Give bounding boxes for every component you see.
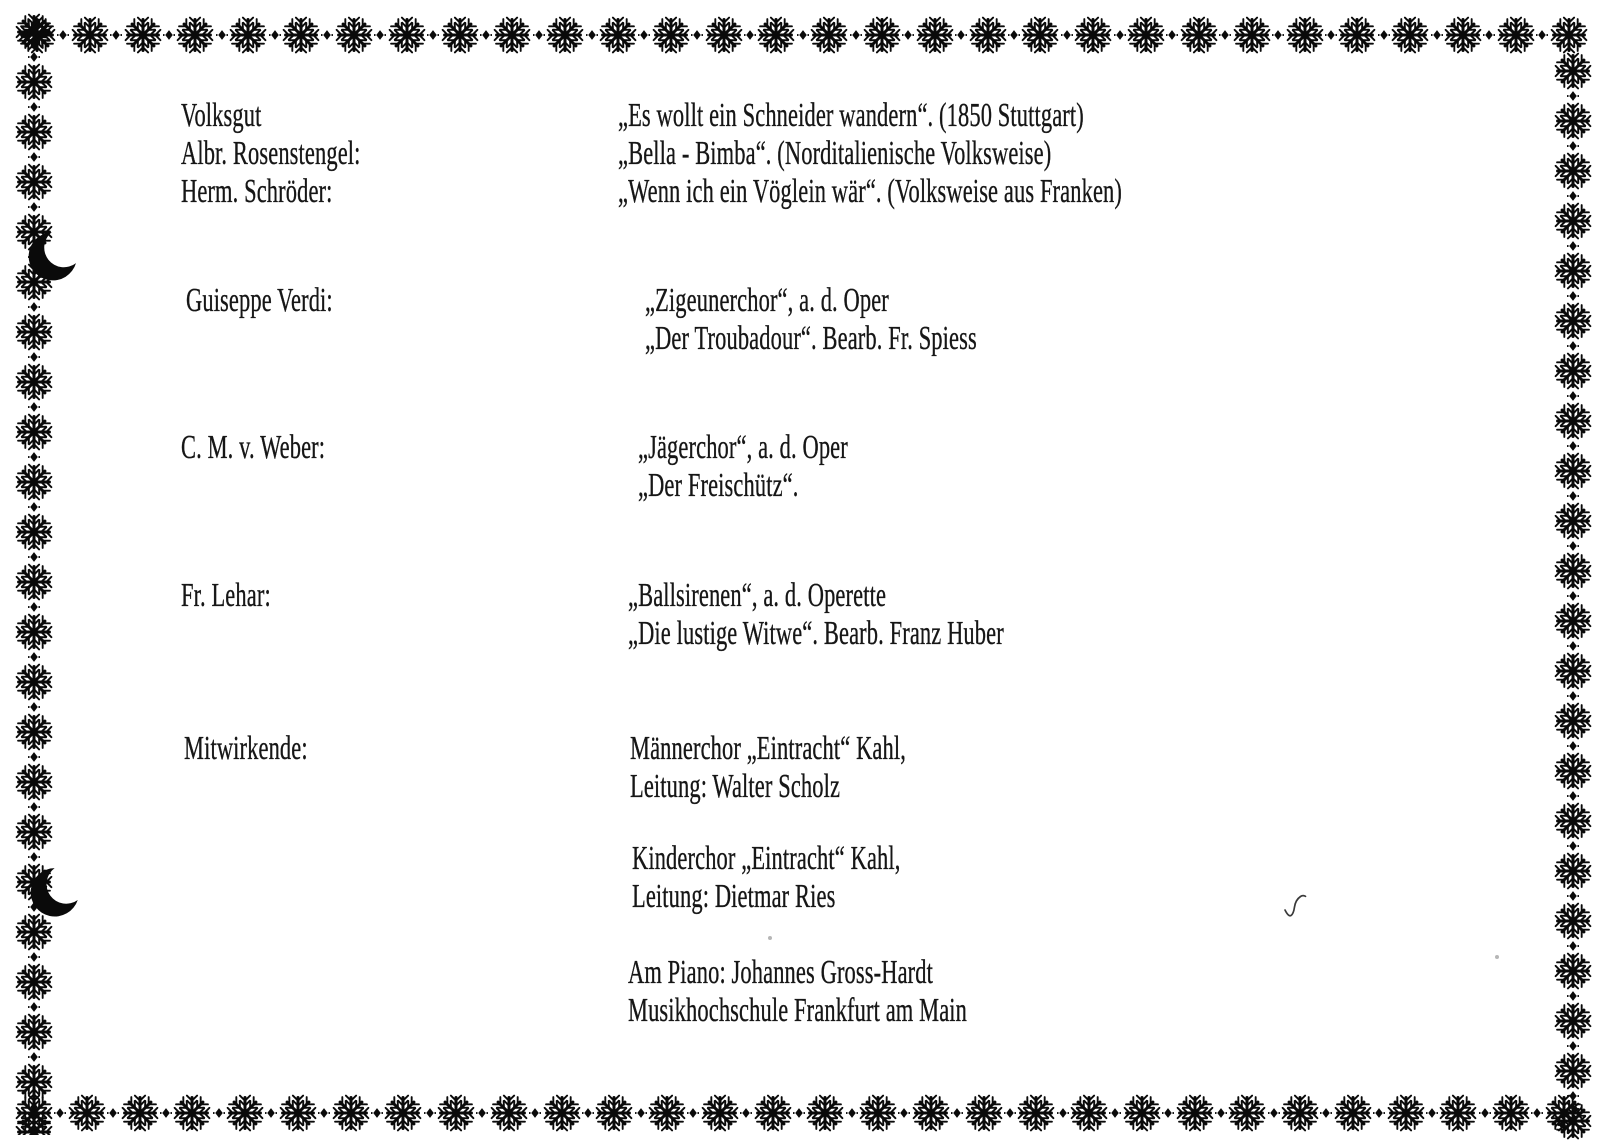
diamond-ornament-icon bbox=[793, 1107, 805, 1119]
diamond-ornament-icon bbox=[160, 1107, 172, 1119]
diamond-ornament-icon bbox=[691, 29, 703, 41]
diamond-ornament-icon bbox=[1057, 1107, 1069, 1119]
handwritten-checkmark-icon bbox=[1283, 893, 1309, 921]
composer-label: Fr. Lehar: bbox=[181, 577, 271, 614]
diamond-ornament-icon bbox=[529, 1107, 541, 1119]
diamond-ornament-icon bbox=[1567, 240, 1579, 252]
diamond-ornament-icon bbox=[28, 1051, 40, 1063]
diamond-ornament-icon bbox=[1109, 1107, 1121, 1119]
snowflake-ornament-icon bbox=[335, 16, 373, 54]
snowflake-ornament-icon bbox=[1228, 1094, 1266, 1132]
snowflake-ornament-icon bbox=[810, 16, 848, 54]
snowflake-ornament-icon bbox=[15, 13, 53, 51]
snowflake-ornament-icon bbox=[1554, 1102, 1592, 1140]
snowflake-ornament-icon bbox=[1554, 52, 1592, 90]
composer-label: Herm. Schröder: bbox=[181, 173, 333, 210]
snowflake-ornament-icon bbox=[1021, 16, 1059, 54]
composer-label: Guiseppe Verdi: bbox=[186, 282, 333, 319]
diamond-ornament-icon bbox=[1567, 990, 1579, 1002]
snowflake-ornament-icon bbox=[15, 163, 53, 201]
diamond-ornament-icon bbox=[480, 29, 492, 41]
diamond-ornament-icon bbox=[107, 1107, 119, 1119]
diamond-ornament-icon bbox=[28, 501, 40, 513]
snowflake-ornament-icon bbox=[121, 1094, 159, 1132]
work-title-line: „Wenn ich ein Vöglein wär“. (Volksweise aus Franken) bbox=[618, 173, 1123, 210]
diamond-ornament-icon bbox=[740, 1107, 752, 1119]
diamond-ornament-icon bbox=[1567, 540, 1579, 552]
snowflake-ornament-icon bbox=[226, 1094, 264, 1132]
snowflake-ornament-icon bbox=[648, 1094, 686, 1132]
snowflake-ornament-icon bbox=[15, 63, 53, 101]
diamond-ornament-icon bbox=[28, 601, 40, 613]
diamond-ornament-icon bbox=[28, 101, 40, 113]
diamond-ornament-icon bbox=[1567, 390, 1579, 402]
diamond-ornament-icon bbox=[28, 1101, 40, 1113]
diamond-ornament-icon bbox=[28, 401, 40, 413]
diamond-ornament-icon bbox=[1567, 90, 1579, 102]
diamond-ornament-icon bbox=[1567, 940, 1579, 952]
snowflake-ornament-icon bbox=[173, 1094, 211, 1132]
snowflake-ornament-icon bbox=[1070, 1094, 1108, 1132]
snowflake-ornament-icon bbox=[1554, 452, 1592, 490]
diamond-ornament-icon bbox=[846, 1107, 858, 1119]
scan-speck bbox=[768, 936, 772, 940]
snowflake-ornament-icon bbox=[1338, 16, 1376, 54]
diamond-ornament-icon bbox=[318, 1107, 330, 1119]
snowflake-ornament-icon bbox=[806, 1094, 844, 1132]
snowflake-ornament-icon bbox=[68, 1094, 106, 1132]
diamond-ornament-icon bbox=[163, 29, 175, 41]
diamond-ornament-icon bbox=[28, 51, 40, 63]
snowflake-ornament-icon bbox=[15, 563, 53, 601]
diamond-ornament-icon bbox=[28, 1001, 40, 1013]
snowflake-ornament-icon bbox=[1554, 1002, 1592, 1040]
snowflake-ornament-icon bbox=[1492, 1094, 1530, 1132]
snowflake-ornament-icon bbox=[493, 16, 531, 54]
diamond-ornament-icon bbox=[265, 1107, 277, 1119]
snowflake-ornament-icon bbox=[384, 1094, 422, 1132]
diamond-ornament-icon bbox=[1567, 590, 1579, 602]
diamond-ornament-icon bbox=[898, 1107, 910, 1119]
diamond-ornament-icon bbox=[1567, 190, 1579, 202]
snowflake-ornament-icon bbox=[599, 16, 637, 54]
snowflake-ornament-icon bbox=[1554, 902, 1592, 940]
border-bottom bbox=[15, 1091, 1583, 1135]
work-title-line: „Bella - Bimba“. (Norditalienische Volksweise) bbox=[618, 135, 1052, 172]
snowflake-ornament-icon bbox=[1554, 552, 1592, 590]
diamond-ornament-icon bbox=[951, 1107, 963, 1119]
snowflake-ornament-icon bbox=[1127, 16, 1165, 54]
snowflake-ornament-icon bbox=[15, 1013, 53, 1051]
snowflake-ornament-icon bbox=[1176, 1094, 1214, 1132]
snowflake-ornament-icon bbox=[1554, 1052, 1592, 1090]
diamond-ornament-icon bbox=[1567, 340, 1579, 352]
diamond-ornament-icon bbox=[57, 29, 69, 41]
snowflake-ornament-icon bbox=[1554, 702, 1592, 740]
composer-label: C. M. v. Weber: bbox=[181, 429, 326, 466]
snowflake-ornament-icon bbox=[1554, 302, 1592, 340]
diamond-ornament-icon bbox=[28, 351, 40, 363]
diamond-ornament-icon bbox=[533, 29, 545, 41]
diamond-ornament-icon bbox=[1378, 29, 1390, 41]
work-title-line: Leitung: Dietmar Ries bbox=[632, 878, 836, 915]
diamond-ornament-icon bbox=[28, 751, 40, 763]
snowflake-ornament-icon bbox=[282, 16, 320, 54]
diamond-ornament-icon bbox=[1567, 640, 1579, 652]
snowflake-ornament-icon bbox=[71, 16, 109, 54]
snowflake-ornament-icon bbox=[15, 1113, 53, 1135]
scan-speck bbox=[1495, 955, 1499, 959]
work-title-line: „Es wollt ein Schneider wandern“. (1850 Stuttgart) bbox=[618, 97, 1084, 134]
snowflake-ornament-icon bbox=[1123, 1094, 1161, 1132]
diamond-ornament-icon bbox=[582, 1107, 594, 1119]
work-title-line: „Der Troubadour“. Bearb. Fr. Spiess bbox=[645, 320, 977, 357]
diamond-ornament-icon bbox=[1567, 1090, 1579, 1102]
diamond-ornament-icon bbox=[110, 29, 122, 41]
diamond-ornament-icon bbox=[687, 1107, 699, 1119]
snowflake-ornament-icon bbox=[15, 313, 53, 351]
diamond-ornament-icon bbox=[744, 29, 756, 41]
composer-label: Mitwirkende: bbox=[184, 730, 308, 767]
snowflake-ornament-icon bbox=[437, 1094, 475, 1132]
diamond-ornament-icon bbox=[1479, 1107, 1491, 1119]
diamond-ornament-icon bbox=[1061, 29, 1073, 41]
diamond-ornament-icon bbox=[1325, 29, 1337, 41]
composer-label: Albr. Rosenstengel: bbox=[181, 135, 361, 172]
diamond-ornament-icon bbox=[28, 651, 40, 663]
snowflake-ornament-icon bbox=[754, 1094, 792, 1132]
diamond-ornament-icon bbox=[269, 29, 281, 41]
diamond-ornament-icon bbox=[1004, 1107, 1016, 1119]
work-title-line: „Ballsirenen“, a. d. Operette bbox=[628, 577, 887, 614]
snowflake-ornament-icon bbox=[15, 413, 53, 451]
diamond-ornament-icon bbox=[28, 801, 40, 813]
work-title-line: Männerchor „Eintracht“ Kahl, bbox=[630, 730, 906, 767]
diamond-ornament-icon bbox=[1373, 1107, 1385, 1119]
snowflake-ornament-icon bbox=[332, 1094, 370, 1132]
snowflake-ornament-icon bbox=[1074, 16, 1112, 54]
diamond-ornament-icon bbox=[427, 29, 439, 41]
snowflake-ornament-icon bbox=[1554, 402, 1592, 440]
diamond-ornament-icon bbox=[476, 1107, 488, 1119]
snowflake-ornament-icon bbox=[912, 1094, 950, 1132]
diamond-ornament-icon bbox=[1567, 1040, 1579, 1052]
snowflake-ornament-icon bbox=[543, 1094, 581, 1132]
snowflake-ornament-icon bbox=[1497, 16, 1535, 54]
diamond-ornament-icon bbox=[1567, 840, 1579, 852]
diamond-ornament-icon bbox=[28, 201, 40, 213]
diamond-ornament-icon bbox=[1272, 29, 1284, 41]
snowflake-ornament-icon bbox=[652, 16, 690, 54]
snowflake-ornament-icon bbox=[441, 16, 479, 54]
snowflake-ornament-icon bbox=[15, 1063, 53, 1101]
snowflake-ornament-icon bbox=[388, 16, 426, 54]
diamond-ornament-icon bbox=[1114, 29, 1126, 41]
diamond-ornament-icon bbox=[1431, 29, 1443, 41]
snowflake-ornament-icon bbox=[1180, 16, 1218, 54]
diamond-ornament-icon bbox=[28, 851, 40, 863]
snowflake-ornament-icon bbox=[1554, 252, 1592, 290]
diamond-ornament-icon bbox=[28, 151, 40, 163]
diamond-ornament-icon bbox=[850, 29, 862, 41]
work-title-line: Kinderchor „Eintracht“ Kahl, bbox=[632, 840, 901, 877]
snowflake-ornament-icon bbox=[1334, 1094, 1372, 1132]
diamond-ornament-icon bbox=[216, 29, 228, 41]
diamond-ornament-icon bbox=[54, 1107, 66, 1119]
border-right bbox=[1552, 52, 1594, 1140]
diamond-ornament-icon bbox=[28, 551, 40, 563]
snowflake-ornament-icon bbox=[15, 513, 53, 551]
snowflake-ornament-icon bbox=[15, 463, 53, 501]
diamond-ornament-icon bbox=[374, 29, 386, 41]
diamond-ornament-icon bbox=[586, 29, 598, 41]
border-top bbox=[18, 13, 1588, 57]
diamond-ornament-icon bbox=[1008, 29, 1020, 41]
snowflake-ornament-icon bbox=[1444, 16, 1482, 54]
snowflake-ornament-icon bbox=[1550, 16, 1588, 54]
diamond-ornament-icon bbox=[1567, 440, 1579, 452]
snowflake-ornament-icon bbox=[1554, 352, 1592, 390]
snowflake-ornament-icon bbox=[1554, 952, 1592, 990]
snowflake-ornament-icon bbox=[1554, 152, 1592, 190]
snowflake-ornament-icon bbox=[229, 16, 267, 54]
snowflake-ornament-icon bbox=[1387, 1094, 1425, 1132]
snowflake-ornament-icon bbox=[969, 16, 1007, 54]
snowflake-ornament-icon bbox=[1233, 16, 1271, 54]
snowflake-ornament-icon bbox=[546, 16, 584, 54]
snowflake-ornament-icon bbox=[124, 16, 162, 54]
border-left bbox=[13, 13, 55, 1135]
snowflake-ornament-icon bbox=[490, 1094, 528, 1132]
snowflake-ornament-icon bbox=[1554, 852, 1592, 890]
snowflake-ornament-icon bbox=[1391, 16, 1429, 54]
diamond-ornament-icon bbox=[1219, 29, 1231, 41]
diamond-ornament-icon bbox=[1320, 1107, 1332, 1119]
snowflake-ornament-icon bbox=[15, 763, 53, 801]
diamond-ornament-icon bbox=[28, 701, 40, 713]
diamond-ornament-icon bbox=[1567, 790, 1579, 802]
diamond-ornament-icon bbox=[321, 29, 333, 41]
work-title-line: Musikhochschule Frankfurt am Main bbox=[628, 992, 968, 1029]
snowflake-ornament-icon bbox=[757, 16, 795, 54]
snowflake-ornament-icon bbox=[1554, 502, 1592, 540]
diamond-ornament-icon bbox=[1483, 29, 1495, 41]
snowflake-ornament-icon bbox=[279, 1094, 317, 1132]
diamond-ornament-icon bbox=[424, 1107, 436, 1119]
snowflake-ornament-icon bbox=[1439, 1094, 1477, 1132]
snowflake-ornament-icon bbox=[15, 663, 53, 701]
snowflake-ornament-icon bbox=[1281, 1094, 1319, 1132]
diamond-ornament-icon bbox=[638, 29, 650, 41]
diamond-ornament-icon bbox=[797, 29, 809, 41]
composer-label: Volksgut bbox=[181, 97, 262, 134]
work-title-line: „Zigeunerchor“, a. d. Oper bbox=[645, 282, 889, 319]
diamond-ornament-icon bbox=[1215, 1107, 1227, 1119]
snowflake-ornament-icon bbox=[1554, 202, 1592, 240]
snowflake-ornament-icon bbox=[1554, 602, 1592, 640]
work-title-line: „Der Freischütz“. bbox=[638, 467, 799, 504]
snowflake-ornament-icon bbox=[1017, 1094, 1055, 1132]
diamond-ornament-icon bbox=[1567, 490, 1579, 502]
diamond-ornament-icon bbox=[902, 29, 914, 41]
snowflake-ornament-icon bbox=[1554, 102, 1592, 140]
work-title-line: „Die lustige Witwe“. Bearb. Franz Huber bbox=[628, 615, 1004, 652]
diamond-ornament-icon bbox=[1567, 290, 1579, 302]
snowflake-ornament-icon bbox=[15, 113, 53, 151]
snowflake-ornament-icon bbox=[176, 16, 214, 54]
snowflake-ornament-icon bbox=[15, 613, 53, 651]
diamond-ornament-icon bbox=[213, 1107, 225, 1119]
snowflake-ornament-icon bbox=[15, 963, 53, 1001]
crescent-ink-mark bbox=[26, 862, 80, 922]
diamond-ornament-icon bbox=[1567, 140, 1579, 152]
diamond-ornament-icon bbox=[1426, 1107, 1438, 1119]
snowflake-ornament-icon bbox=[15, 363, 53, 401]
diamond-ornament-icon bbox=[371, 1107, 383, 1119]
snowflake-ornament-icon bbox=[863, 16, 901, 54]
snowflake-ornament-icon bbox=[1554, 652, 1592, 690]
diamond-ornament-icon bbox=[1567, 690, 1579, 702]
snowflake-ornament-icon bbox=[15, 813, 53, 851]
diamond-ornament-icon bbox=[28, 301, 40, 313]
diamond-ornament-icon bbox=[955, 29, 967, 41]
crescent-ink-mark bbox=[23, 226, 79, 288]
work-title-line: „Jägerchor“, a. d. Oper bbox=[638, 429, 848, 466]
snowflake-ornament-icon bbox=[1286, 16, 1324, 54]
diamond-ornament-icon bbox=[1567, 890, 1579, 902]
snowflake-ornament-icon bbox=[1554, 752, 1592, 790]
diamond-ornament-icon bbox=[1166, 29, 1178, 41]
snowflake-ornament-icon bbox=[965, 1094, 1003, 1132]
snowflake-ornament-icon bbox=[595, 1094, 633, 1132]
diamond-ornament-icon bbox=[28, 951, 40, 963]
diamond-ornament-icon bbox=[1162, 1107, 1174, 1119]
diamond-ornament-icon bbox=[1567, 740, 1579, 752]
diamond-ornament-icon bbox=[1536, 29, 1548, 41]
work-title-line: Am Piano: Johannes Gross-Hardt bbox=[628, 954, 934, 991]
snowflake-ornament-icon bbox=[859, 1094, 897, 1132]
work-title-line: Leitung: Walter Scholz bbox=[630, 768, 841, 805]
diamond-ornament-icon bbox=[28, 451, 40, 463]
diamond-ornament-icon bbox=[1531, 1107, 1543, 1119]
diamond-ornament-icon bbox=[635, 1107, 647, 1119]
snowflake-ornament-icon bbox=[705, 16, 743, 54]
snowflake-ornament-icon bbox=[701, 1094, 739, 1132]
diamond-ornament-icon bbox=[1268, 1107, 1280, 1119]
snowflake-ornament-icon bbox=[15, 713, 53, 751]
snowflake-ornament-icon bbox=[916, 16, 954, 54]
snowflake-ornament-icon bbox=[1554, 802, 1592, 840]
